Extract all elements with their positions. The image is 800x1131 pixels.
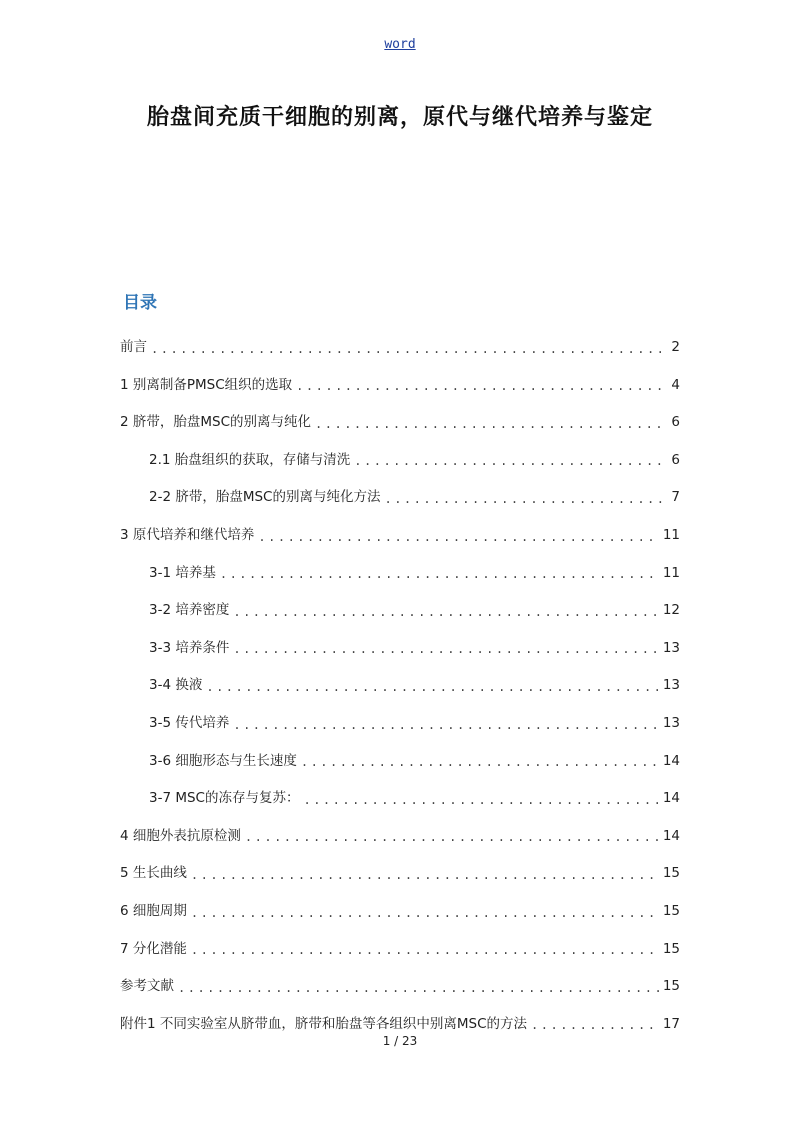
toc-entry[interactable] xyxy=(120,920,680,958)
toc-entry[interactable] xyxy=(120,769,680,807)
toc-entry-page: 13 xyxy=(662,639,680,656)
toc-entry-page: 7 xyxy=(671,489,680,506)
toc-entry-page: 13 xyxy=(662,715,680,732)
toc-dot-leader xyxy=(354,455,662,467)
toc-entry-page: 2 xyxy=(671,339,680,356)
toc-dot-leader xyxy=(301,756,659,768)
toc-dot-leader xyxy=(315,418,662,430)
toc-entry[interactable] xyxy=(120,581,680,619)
toc-entry[interactable] xyxy=(120,544,680,582)
toc-entry[interactable] xyxy=(120,393,680,431)
toc-entry-page: 13 xyxy=(662,677,680,694)
toc-entry-page: 15 xyxy=(662,903,680,919)
toc-entry-text: 3-1 培养基 xyxy=(149,564,216,581)
toc-entry[interactable] xyxy=(120,995,680,1033)
toc-entry-text: 参考文献 xyxy=(120,978,174,995)
toc-entry-text: 2-2 脐带，胎盘MSC的别离与纯化方法 xyxy=(149,489,381,506)
toc-entry[interactable] xyxy=(120,882,680,920)
toc-dot-leader xyxy=(384,493,662,505)
toc-entry[interactable] xyxy=(120,732,680,770)
toc-dot-leader xyxy=(233,719,658,731)
toc-entry-text: 3-2 培养密度 xyxy=(149,602,230,619)
toc-entry[interactable] xyxy=(120,318,680,356)
toc-dot-leader xyxy=(206,681,658,693)
toc-entry[interactable] xyxy=(120,844,680,882)
toc-entry-page: 6 xyxy=(671,414,680,431)
toc-entry-page: 14 xyxy=(662,790,680,807)
toc-dot-leader xyxy=(245,831,659,843)
toc-entry-page: 11 xyxy=(662,564,680,581)
toc-dot-leader xyxy=(296,380,662,392)
toc-dot-leader xyxy=(191,944,659,956)
toc-entry-text: 5 生长曲线 xyxy=(120,865,187,882)
toc-entry[interactable] xyxy=(120,619,680,657)
toc-dot-leader xyxy=(303,794,658,806)
toc-entry-page: 12 xyxy=(662,602,680,619)
toc-entry-text: 3-7 MSC的冻存与复苏： xyxy=(149,790,300,807)
toc-entry-text: 4 细胞外表抗原检测 xyxy=(120,827,241,844)
toc-entry-page: 15 xyxy=(662,865,680,882)
toc-entry[interactable] xyxy=(120,957,680,995)
toc-dot-leader xyxy=(191,907,659,919)
table-of-contents xyxy=(120,318,680,1032)
header-word-link[interactable]: word xyxy=(384,37,416,52)
toc-entry-text: 3-5 传代培养 xyxy=(149,715,230,732)
toc-dot-leader xyxy=(531,1019,659,1031)
toc-dot-leader xyxy=(233,606,658,618)
toc-entry[interactable] xyxy=(120,807,680,845)
toc-entry[interactable] xyxy=(120,506,680,544)
toc-entry-text: 1 别离制备PMSC组织的选取 xyxy=(120,376,293,393)
toc-entry-page: 11 xyxy=(662,527,680,544)
toc-entry[interactable] xyxy=(120,431,680,469)
toc-dot-leader xyxy=(220,568,659,580)
toc-entry-text: 3-3 培养条件 xyxy=(149,639,230,656)
toc-entry-page: 14 xyxy=(662,752,680,769)
toc-entry-page: 4 xyxy=(671,376,680,393)
toc-dot-leader xyxy=(233,643,658,655)
toc-entry-text: 6 细胞周期 xyxy=(120,903,187,919)
toc-entry-page: 14 xyxy=(662,827,680,844)
toc-heading: 目录 xyxy=(123,293,157,313)
toc-dot-leader xyxy=(191,869,659,881)
toc-entry-page: 6 xyxy=(671,451,680,468)
toc-dot-leader xyxy=(178,982,659,994)
toc-entry-page: 15 xyxy=(662,940,680,957)
toc-entry-text: 7 分化潜能 xyxy=(120,940,187,957)
toc-dot-leader xyxy=(151,343,662,355)
toc-entry-text: 附件1 不同实验室从脐带血，脐带和胎盘等各组织中别离MSC的方法 xyxy=(120,1015,528,1032)
toc-entry-text: 3-6 细胞形态与生长速度 xyxy=(149,752,297,769)
document-title: 胎盘间充质干细胞的别离，原代与继代培养与鉴定 xyxy=(146,105,653,130)
toc-entry-page: 15 xyxy=(662,978,680,995)
toc-entry[interactable] xyxy=(120,356,680,394)
toc-entry[interactable] xyxy=(120,694,680,732)
toc-entry[interactable] xyxy=(120,468,680,506)
toc-entry-text: 2.1 胎盘组织的获取，存储与清洗 xyxy=(149,451,351,468)
toc-entry-text: 3-4 换液 xyxy=(149,677,203,694)
page-indicator: 1 / 23 xyxy=(382,1034,418,1048)
toc-entry-page: 17 xyxy=(662,1015,680,1032)
toc-entry-text: 前言 xyxy=(120,339,147,356)
toc-entry-text: 3 原代培养和继代培养 xyxy=(120,527,255,544)
toc-dot-leader xyxy=(258,531,658,543)
toc-entry-text: 2 脐带，胎盘MSC的别离与纯化 xyxy=(120,414,312,431)
toc-entry[interactable] xyxy=(120,656,680,694)
